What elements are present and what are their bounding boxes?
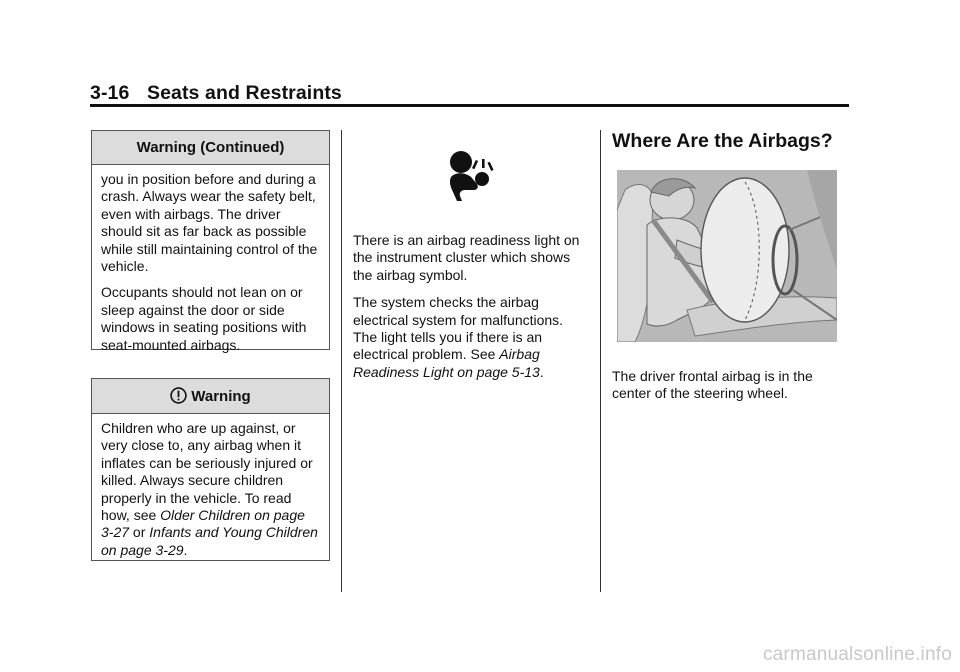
ref-infants-young-children-link[interactable]: Infants and Young Children on page 3-29 [101,524,318,558]
airbag-readiness-icon [447,150,495,202]
ref-airbag-readiness-light-link[interactable]: Airbag Readiness Light on page 5-13 [353,346,540,380]
warning-text-start: Children who are up against, or very close to, any airbag when it inflates can be seriously injured or killed. Always secure children properly in the vehicle. To read how, see [101,420,313,524]
column-divider-1 [341,130,342,592]
readiness-para-1: There is an airbag readiness light on the instrument cluster which shows the airbag symbol. [353,232,580,283]
warning-continued-para-2: Occupants should not lean on or sleep against the door or side windows in seating positions with seat-mounted airbags. [101,284,307,353]
airbags-section-title: Where Are the Airbags? [612,130,833,152]
readiness-para-2 [353,294,583,381]
watermark: carmanualsonline.info [762,644,952,665]
warning-text-end: . [183,541,188,558]
section-title: Seats and Restraints [146,82,342,104]
warning-continued-box [91,130,330,353]
page-header [90,82,342,105]
page-number: 3-16 [90,82,130,104]
warning-title: Warning [191,388,251,405]
column-divider-2 [600,130,601,592]
header-rule [90,104,849,107]
readiness-para-2-start: The system checks the airbag electrical system for malfunctions. The light tells you if there is an electrical problem. See [353,294,564,363]
warning-header [92,379,329,414]
readiness-text [353,232,583,391]
airbag-caption [612,368,842,403]
readiness-para-2-end: . [539,363,544,380]
airbag-caption-text: The driver frontal airbag is in the center of the steering wheel. [612,368,813,402]
warning-box [91,378,330,561]
warning-continued-para-1: you in position before and during a crash. Always wear the safety belt, even with airbags. The driver should sit as far back as possible while still maintaining control of the vehicle. [101,171,318,275]
warning-icon [170,387,187,404]
warning-text-mid: or [129,524,150,541]
warning-continued-title: Warning (Continued) [92,131,329,165]
driver-frontal-airbag-illustration [617,170,837,342]
ref-older-children-link[interactable]: Older Children on page 3-27 [101,507,305,541]
warning-text [101,420,320,559]
